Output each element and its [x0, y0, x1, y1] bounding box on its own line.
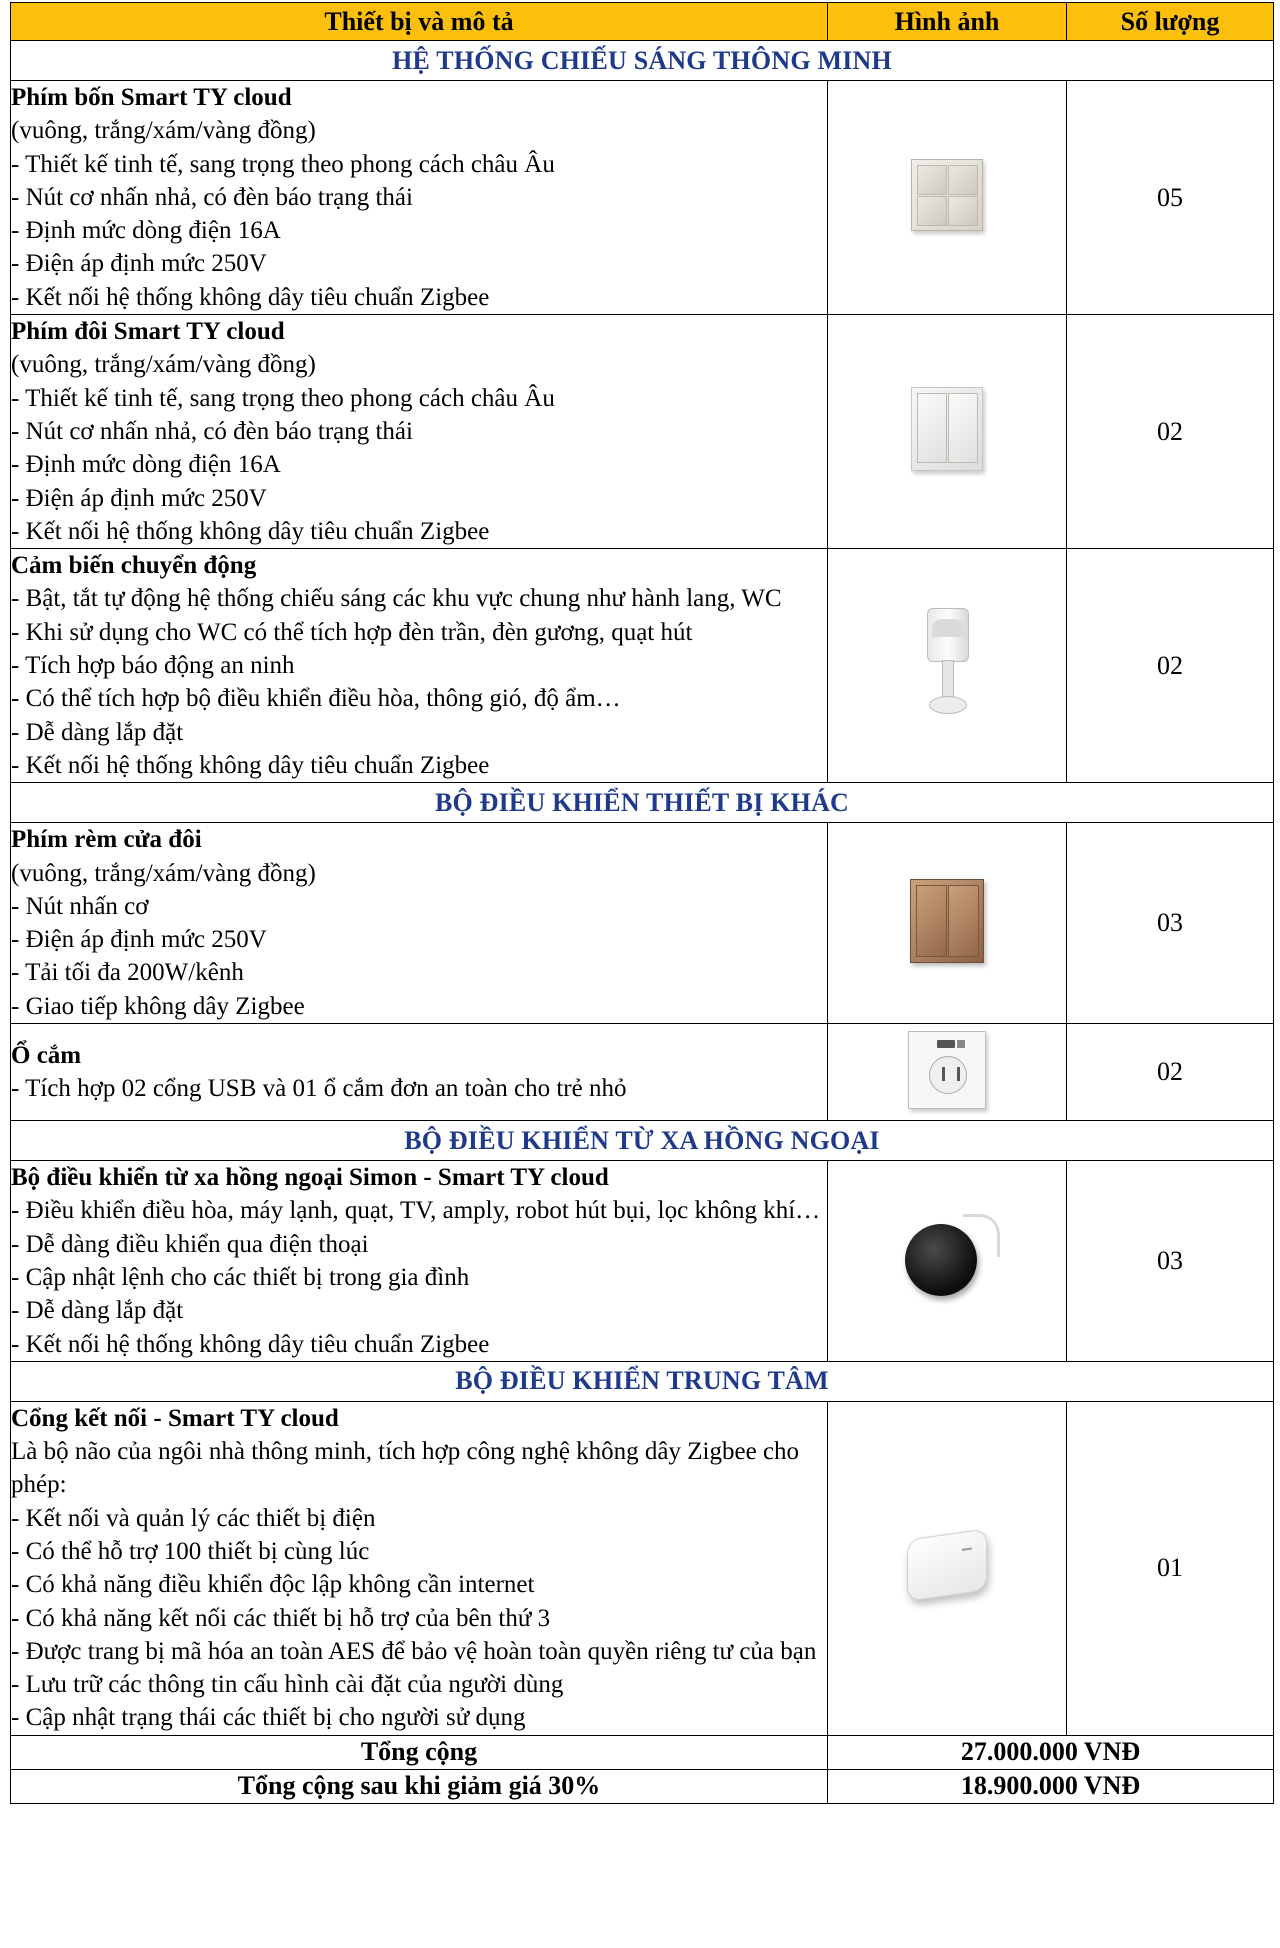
total-row — [11, 1735, 1274, 1769]
usb-socket-image — [908, 1031, 986, 1109]
product-detail: - Tích hợp báo động an ninh — [11, 652, 295, 680]
product-description — [11, 81, 828, 315]
product-detail: - Thiết kế tinh tế, sang trọng theo phong cách châu Âu — [11, 384, 555, 412]
product-detail: - Tải tối đa 200W/kênh — [11, 959, 244, 987]
product-image-cell — [828, 1401, 1067, 1735]
quotation-table — [10, 2, 1274, 1804]
product-quantity: 02 — [1067, 315, 1274, 549]
product-name: Ổ cắm — [11, 1041, 82, 1069]
product-detail: (vuông, trắng/xám/vàng đồng) — [11, 859, 316, 887]
product-detail: (vuông, trắng/xám/vàng đồng) — [11, 117, 316, 145]
product-image-cell — [828, 1161, 1067, 1362]
product-detail: - Nút nhấn cơ — [11, 892, 149, 920]
product-name: Phím đôi Smart TY cloud — [11, 318, 285, 346]
product-detail: - Tích hợp 02 cổng USB và 01 ổ cắm đơn an toàn cho trẻ nhỏ — [11, 1075, 627, 1103]
product-image-cell — [828, 823, 1067, 1024]
section-row — [11, 1121, 1274, 1161]
product-detail: - Kết nối và quản lý các thiết bị điện — [11, 1504, 376, 1532]
product-detail: - Thiết kế tinh tế, sang trọng theo phong cách châu Âu — [11, 150, 555, 178]
product-detail: - Kết nối hệ thống không dây tiêu chuẩn Zigbee — [11, 751, 490, 779]
product-row — [11, 315, 1274, 549]
product-image-cell — [828, 315, 1067, 549]
product-detail: - Nút cơ nhấn nhả, có đèn báo trạng thái — [11, 183, 413, 211]
product-name: Bộ điều khiển từ xa hồng ngoại Simon - Smart TY cloud — [11, 1164, 609, 1192]
section-title: BỘ ĐIỀU KHIỂN TRUNG TÂM — [11, 1361, 1274, 1401]
product-row — [11, 823, 1274, 1024]
product-detail: - Kết nối hệ thống không dây tiêu chuẩn Zigbee — [11, 517, 490, 545]
section-row — [11, 41, 1274, 81]
gateway-hub-image — [897, 1526, 997, 1606]
header-image: Hình ảnh — [828, 3, 1067, 41]
product-detail: - Có thể tích hợp bộ điều khiển điều hòa, thông gió, độ ẩm… — [11, 685, 621, 713]
product-name: Cảm biến chuyển động — [11, 552, 257, 580]
product-detail: - Điện áp định mức 250V — [11, 250, 267, 278]
product-name: Phím bốn Smart TY cloud — [11, 84, 292, 111]
product-row — [11, 1401, 1274, 1735]
ir-remote-image — [897, 1208, 997, 1308]
section-title: BỘ ĐIỀU KHIỂN THIẾT BỊ KHÁC — [11, 783, 1274, 823]
product-row — [11, 1024, 1274, 1121]
section-row — [11, 1361, 1274, 1401]
total-label: Tổng cộng — [11, 1735, 828, 1769]
product-row — [11, 549, 1274, 783]
product-detail: - Giao tiếp không dây Zigbee — [11, 992, 305, 1020]
quad-switch-image — [911, 159, 983, 231]
product-description — [11, 823, 828, 1024]
product-detail: - Kết nối hệ thống không dây tiêu chuẩn Zigbee — [11, 1330, 490, 1358]
product-detail: - Điện áp định mức 250V — [11, 484, 267, 512]
product-detail: - Cập nhật trạng thái các thiết bị cho người sử dụng — [11, 1704, 526, 1732]
product-quantity: 02 — [1067, 549, 1274, 783]
product-row — [11, 1161, 1274, 1362]
product-detail: - Kết nối hệ thống không dây tiêu chuẩn Zigbee — [11, 283, 490, 311]
product-detail: - Lưu trữ các thông tin cấu hình cài đặt của người dùng — [11, 1671, 564, 1699]
motion-sensor-image — [917, 608, 977, 718]
curtain-switch-image — [910, 879, 984, 963]
product-detail: (vuông, trắng/xám/vàng đồng) — [11, 351, 316, 379]
product-description — [11, 1024, 828, 1121]
product-detail: - Định mức dòng điện 16A — [11, 451, 281, 479]
product-detail: - Khi sử dụng cho WC có thể tích hợp đèn trần, đèn gương, quạt hút — [11, 618, 693, 646]
header-quantity: Số lượng — [1067, 3, 1274, 41]
product-detail: - Có khả năng kết nối các thiết bị hỗ trợ của bên thứ 3 — [11, 1604, 551, 1632]
product-image-cell — [828, 81, 1067, 315]
product-detail: - Bật, tắt tự động hệ thống chiếu sáng các khu vực chung như hành lang, WC — [11, 585, 782, 613]
product-row — [11, 81, 1274, 315]
product-detail: - Dễ dàng lắp đặt — [11, 1297, 184, 1325]
product-image-cell — [828, 1024, 1067, 1121]
section-title: BỘ ĐIỀU KHIỂN TỪ XA HỒNG NGOẠI — [11, 1121, 1274, 1161]
product-quantity: 02 — [1067, 1024, 1274, 1121]
product-name: Phím rèm cửa đôi — [11, 826, 202, 854]
product-quantity: 03 — [1067, 1161, 1274, 1362]
product-detail: - Có khả năng điều khiển độc lập không cần internet — [11, 1571, 535, 1599]
discount-total-label: Tổng cộng sau khi giảm giá 30% — [11, 1769, 828, 1803]
product-detail: - Định mức dòng điện 16A — [11, 217, 281, 245]
product-description — [11, 1161, 828, 1362]
product-detail: - Dễ dàng điều khiển qua điện thoại — [11, 1230, 369, 1258]
product-quantity: 03 — [1067, 823, 1274, 1024]
product-quantity: 01 — [1067, 1401, 1274, 1735]
discount-total-value: 18.900.000 VNĐ — [828, 1769, 1274, 1803]
product-detail: - Điện áp định mức 250V — [11, 926, 267, 954]
product-description — [11, 549, 828, 783]
product-description — [11, 315, 828, 549]
product-detail: - Nút cơ nhấn nhả, có đèn báo trạng thái — [11, 417, 413, 445]
header-description: Thiết bị và mô tả — [11, 3, 828, 41]
section-title: HỆ THỐNG CHIẾU SÁNG THÔNG MINH — [11, 41, 1274, 81]
product-detail: - Cập nhật lệnh cho các thiết bị trong gia đình — [11, 1263, 470, 1291]
product-detail: Là bộ não của ngôi nhà thông minh, tích hợp công nghệ không dây Zigbee cho phép: — [11, 1438, 800, 1499]
section-row — [11, 783, 1274, 823]
table-header-row — [11, 3, 1274, 41]
product-detail: - Có thể hỗ trợ 100 thiết bị cùng lúc — [11, 1537, 370, 1565]
product-description — [11, 1401, 828, 1735]
discount-total-row — [11, 1769, 1274, 1803]
product-name: Cổng kết nối - Smart TY cloud — [11, 1404, 339, 1432]
product-quantity: 05 — [1067, 81, 1274, 315]
product-image-cell — [828, 549, 1067, 783]
double-switch-image — [911, 387, 983, 471]
product-detail: - Dễ dàng lắp đặt — [11, 718, 184, 746]
total-value: 27.000.000 VNĐ — [828, 1735, 1274, 1769]
product-detail: - Được trang bị mã hóa an toàn AES để bảo vệ hoàn toàn quyền riêng tư của bạn — [11, 1637, 817, 1665]
product-detail: - Điều khiển điều hòa, máy lạnh, quạt, TV, amply, robot hút bụi, lọc không khí… — [11, 1197, 821, 1225]
